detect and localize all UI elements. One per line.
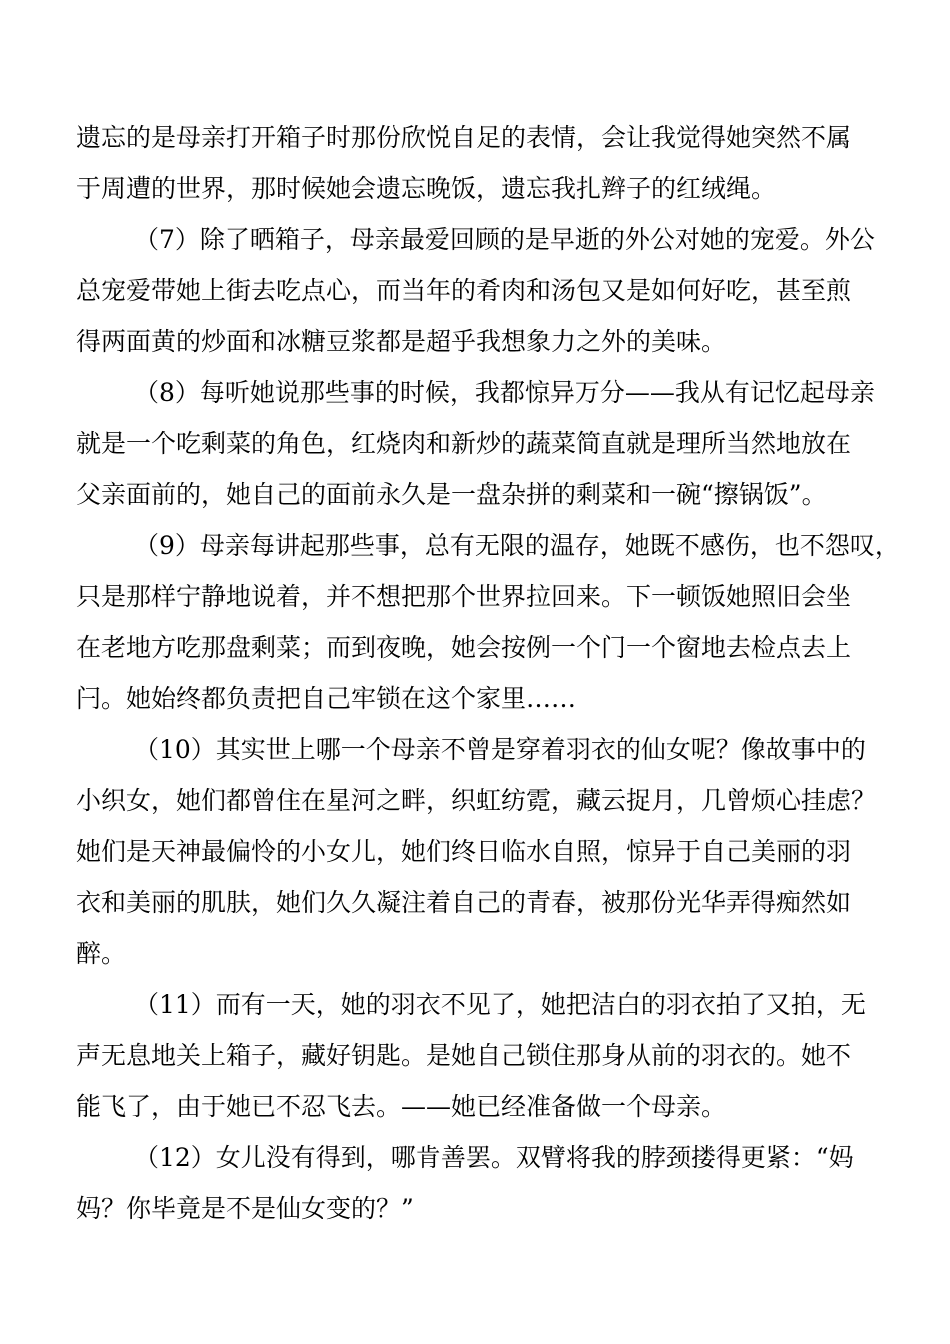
text-line: （11）而有一天，她的羽衣不见了，她把洁白的羽衣拍了又拍，无 (134, 990, 866, 1019)
paragraph-12 (76, 1132, 888, 1234)
text-line: 能飞了，由于她已不忍飞去。——她已经准备做一个母亲。 (76, 1092, 727, 1121)
paragraph-9 (76, 520, 900, 724)
paragraph-11 (76, 979, 888, 1132)
text-line: （10）其实世上哪一个母亲不曾是穿着羽衣的仙女呢？像故事中的 (134, 735, 866, 764)
text-line: 衣和美丽的肌肤，她们久久凝注着自己的青春，被那份光华弄得痴然如 (76, 888, 852, 917)
body-text (76, 112, 900, 1234)
text-line: 于周遭的世界，那时候她会遗忘晚饭，遗忘我扎辫子的红绒绳。 (76, 174, 777, 203)
text-line: 声无息地关上箱子，藏好钥匙。是她自己锁住那身从前的羽衣的。她不 (76, 1041, 852, 1070)
text-line: 总宠爱带她上街去吃点心，而当年的肴肉和汤包又是如何好吃，甚至煎 (76, 276, 852, 305)
text-line: 父亲面前的，她自己的面前永久是一盘杂拼的剩菜和一碗“擦锅饭”。 (76, 480, 827, 509)
text-line: 妈？你毕竟是不是仙女变的？” (76, 1194, 414, 1223)
text-line: 遗忘的是母亲打开箱子时那份欣悦自足的表情，会让我觉得她突然不属 (76, 123, 852, 152)
text-line: 得两面黄的炒面和冰糖豆浆都是超乎我想象力之外的美味。 (76, 327, 727, 356)
text-line: 在老地方吃那盘剩菜；而到夜晚，她会按例一个门一个窗地去检点去上 (76, 633, 852, 662)
text-line: 闩。她始终都负责把自己牢锁在这个家里…… (76, 684, 577, 713)
text-line: （12）女儿没有得到，哪肯善罢。双臂将我的脖颈搂得更紧：“妈 (134, 1143, 854, 1172)
paragraph-6-continued (76, 112, 888, 214)
paragraph-8 (76, 367, 888, 520)
text-line: 醉。 (76, 939, 127, 968)
text-line: 小织女，她们都曾住在星河之畔，织虹纺霓，藏云捉月，几曾烦心挂虑？ (76, 786, 877, 815)
text-line: （7）除了晒箱子，母亲最爱回顾的是早逝的外公对她的宠爱。外公 (134, 225, 875, 254)
paragraph-7 (76, 214, 888, 367)
text-line: （9）母亲每讲起那些事，总有无限的温存，她既不感伤，也不怨叹， (134, 531, 900, 560)
text-line: （8）每听她说那些事的时候，我都惊异万分——我从有记忆起母亲 (134, 378, 875, 407)
text-line: 就是一个吃剩菜的角色，红烧肉和新炒的蔬菜简直就是理所当然地放在 (76, 429, 852, 458)
paragraph-10 (76, 724, 888, 979)
text-line: 她们是天神最偏怜的小女儿，她们终日临水自照，惊异于自己美丽的羽 (76, 837, 852, 866)
text-line: 只是那样宁静地说着，并不想把那个世界拉回来。下一顿饭她照旧会坐 (76, 582, 852, 611)
